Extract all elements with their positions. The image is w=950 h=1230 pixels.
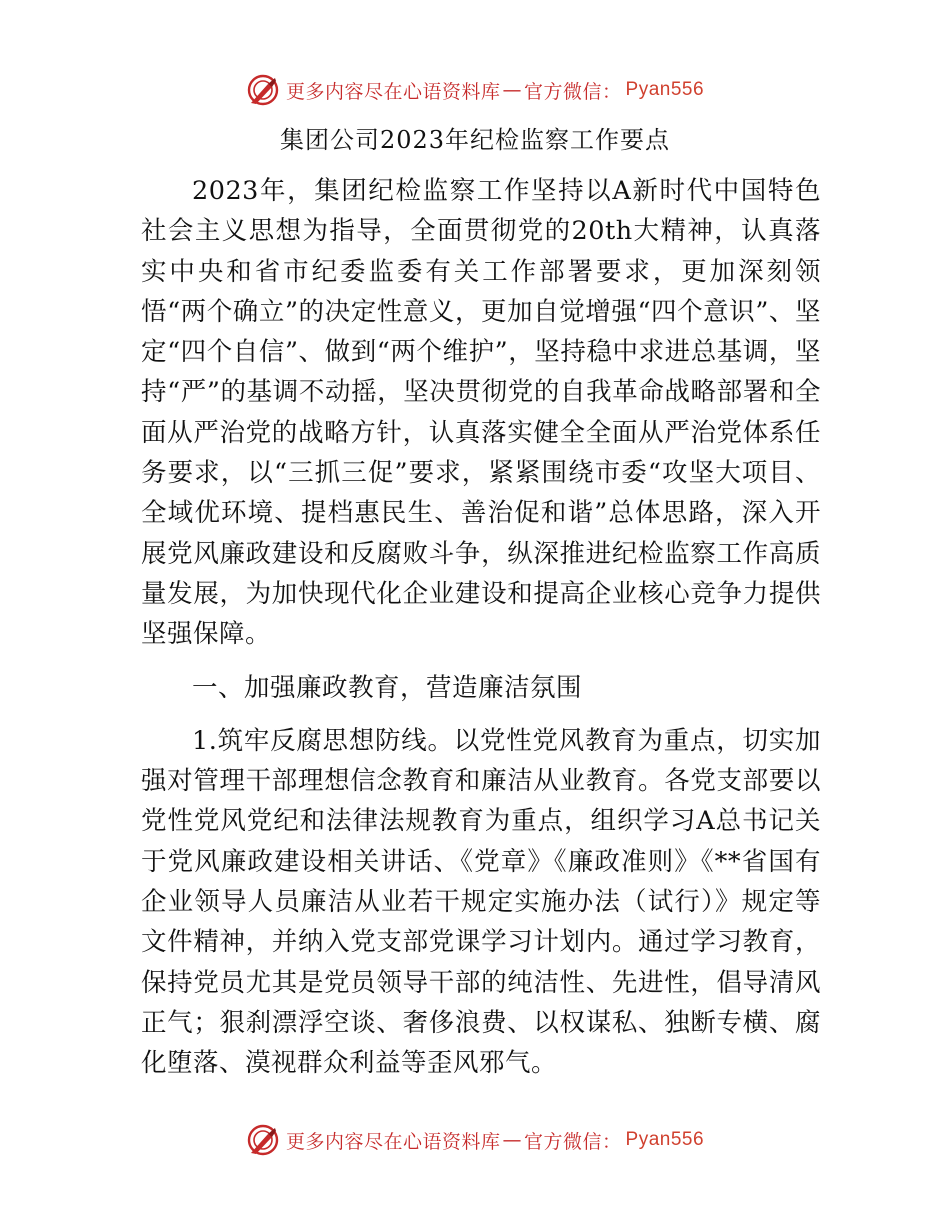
banner-wechat-id: Pyan556 — [625, 79, 705, 100]
banner-colon: ： — [602, 80, 622, 103]
document-title: 集团公司2023年纪检监察工作要点 — [279, 126, 671, 154]
intro-paragraph: 2023年，集团纪检监察工作坚持以A新时代中国特色社会主义思想为指导，全面贯彻党的20th大精神，认真落实中央和省市纪委监委有关工作部署要求，更加深刻领悟“两个确立”的决定性意义，更加自觉增强“四个意识”、坚定“四个自信”、做到“两个维护”，坚持稳中求进总基调，坚持“严”的基调不动摇，坚决贯彻党的自我革命战略部署和全面从严治党的战略方针，认真落实健全全面从严治党体系任务要求，以“三抓三促”要求，紧紧围绕市委“攻坚大项目、全域优环境、提档惠民生、善治促和谐”总体思路，深入开展党风廉政建设和反腐败斗争，纵深推进纪检监察工作高质量发展，为加快现代化企业建设和提高企业核心竞争力提供坚强保障。 — [141, 176, 821, 650]
banner-wechat-label: 官方微信 — [523, 80, 602, 103]
banner-text: 更多内容尽在心语资料库 — [285, 80, 501, 103]
banner-colon: ： — [602, 1130, 622, 1153]
banner-dash: — — [502, 1129, 522, 1151]
header-watermark-banner — [0, 72, 950, 108]
banner-wechat-id: Pyan556 — [625, 1129, 705, 1150]
quill-pen-icon — [246, 73, 280, 107]
document-body — [141, 171, 821, 1084]
quill-pen-icon — [246, 1123, 280, 1157]
banner-text: 更多内容尽在心语资料库 — [285, 1130, 501, 1153]
banner-dash: — — [502, 79, 522, 101]
banner-wechat-label: 官方微信 — [523, 1130, 602, 1153]
item-paragraph: 1.筑牢反腐思想防线。以党性党风教育为重点，切实加强对管理干部理想信念教育和廉洁从业教育。各党支部要以党性党风党纪和法律法规教育为重点，组织学习A总书记关于党风廉政建设相关讲话、《党章》《廉政准则》《**省国有企业领导人员廉洁从业若干规定实施办法（试行）》规定等文件精神，并纳入党支部党课学习计划内。通过学习教育，保持党员尤其是党员领导干部的纯洁性、先进性，倡导清风正气；狠刹漂浮空谈、奢侈浪费、以权谋私、独断专横、腐化堕落、漠视群众利益等歪风邪气。 — [141, 725, 821, 1079]
section-heading: 一、加强廉政教育，营造廉洁氛围 — [192, 672, 583, 703]
footer-watermark-banner — [0, 1122, 950, 1158]
